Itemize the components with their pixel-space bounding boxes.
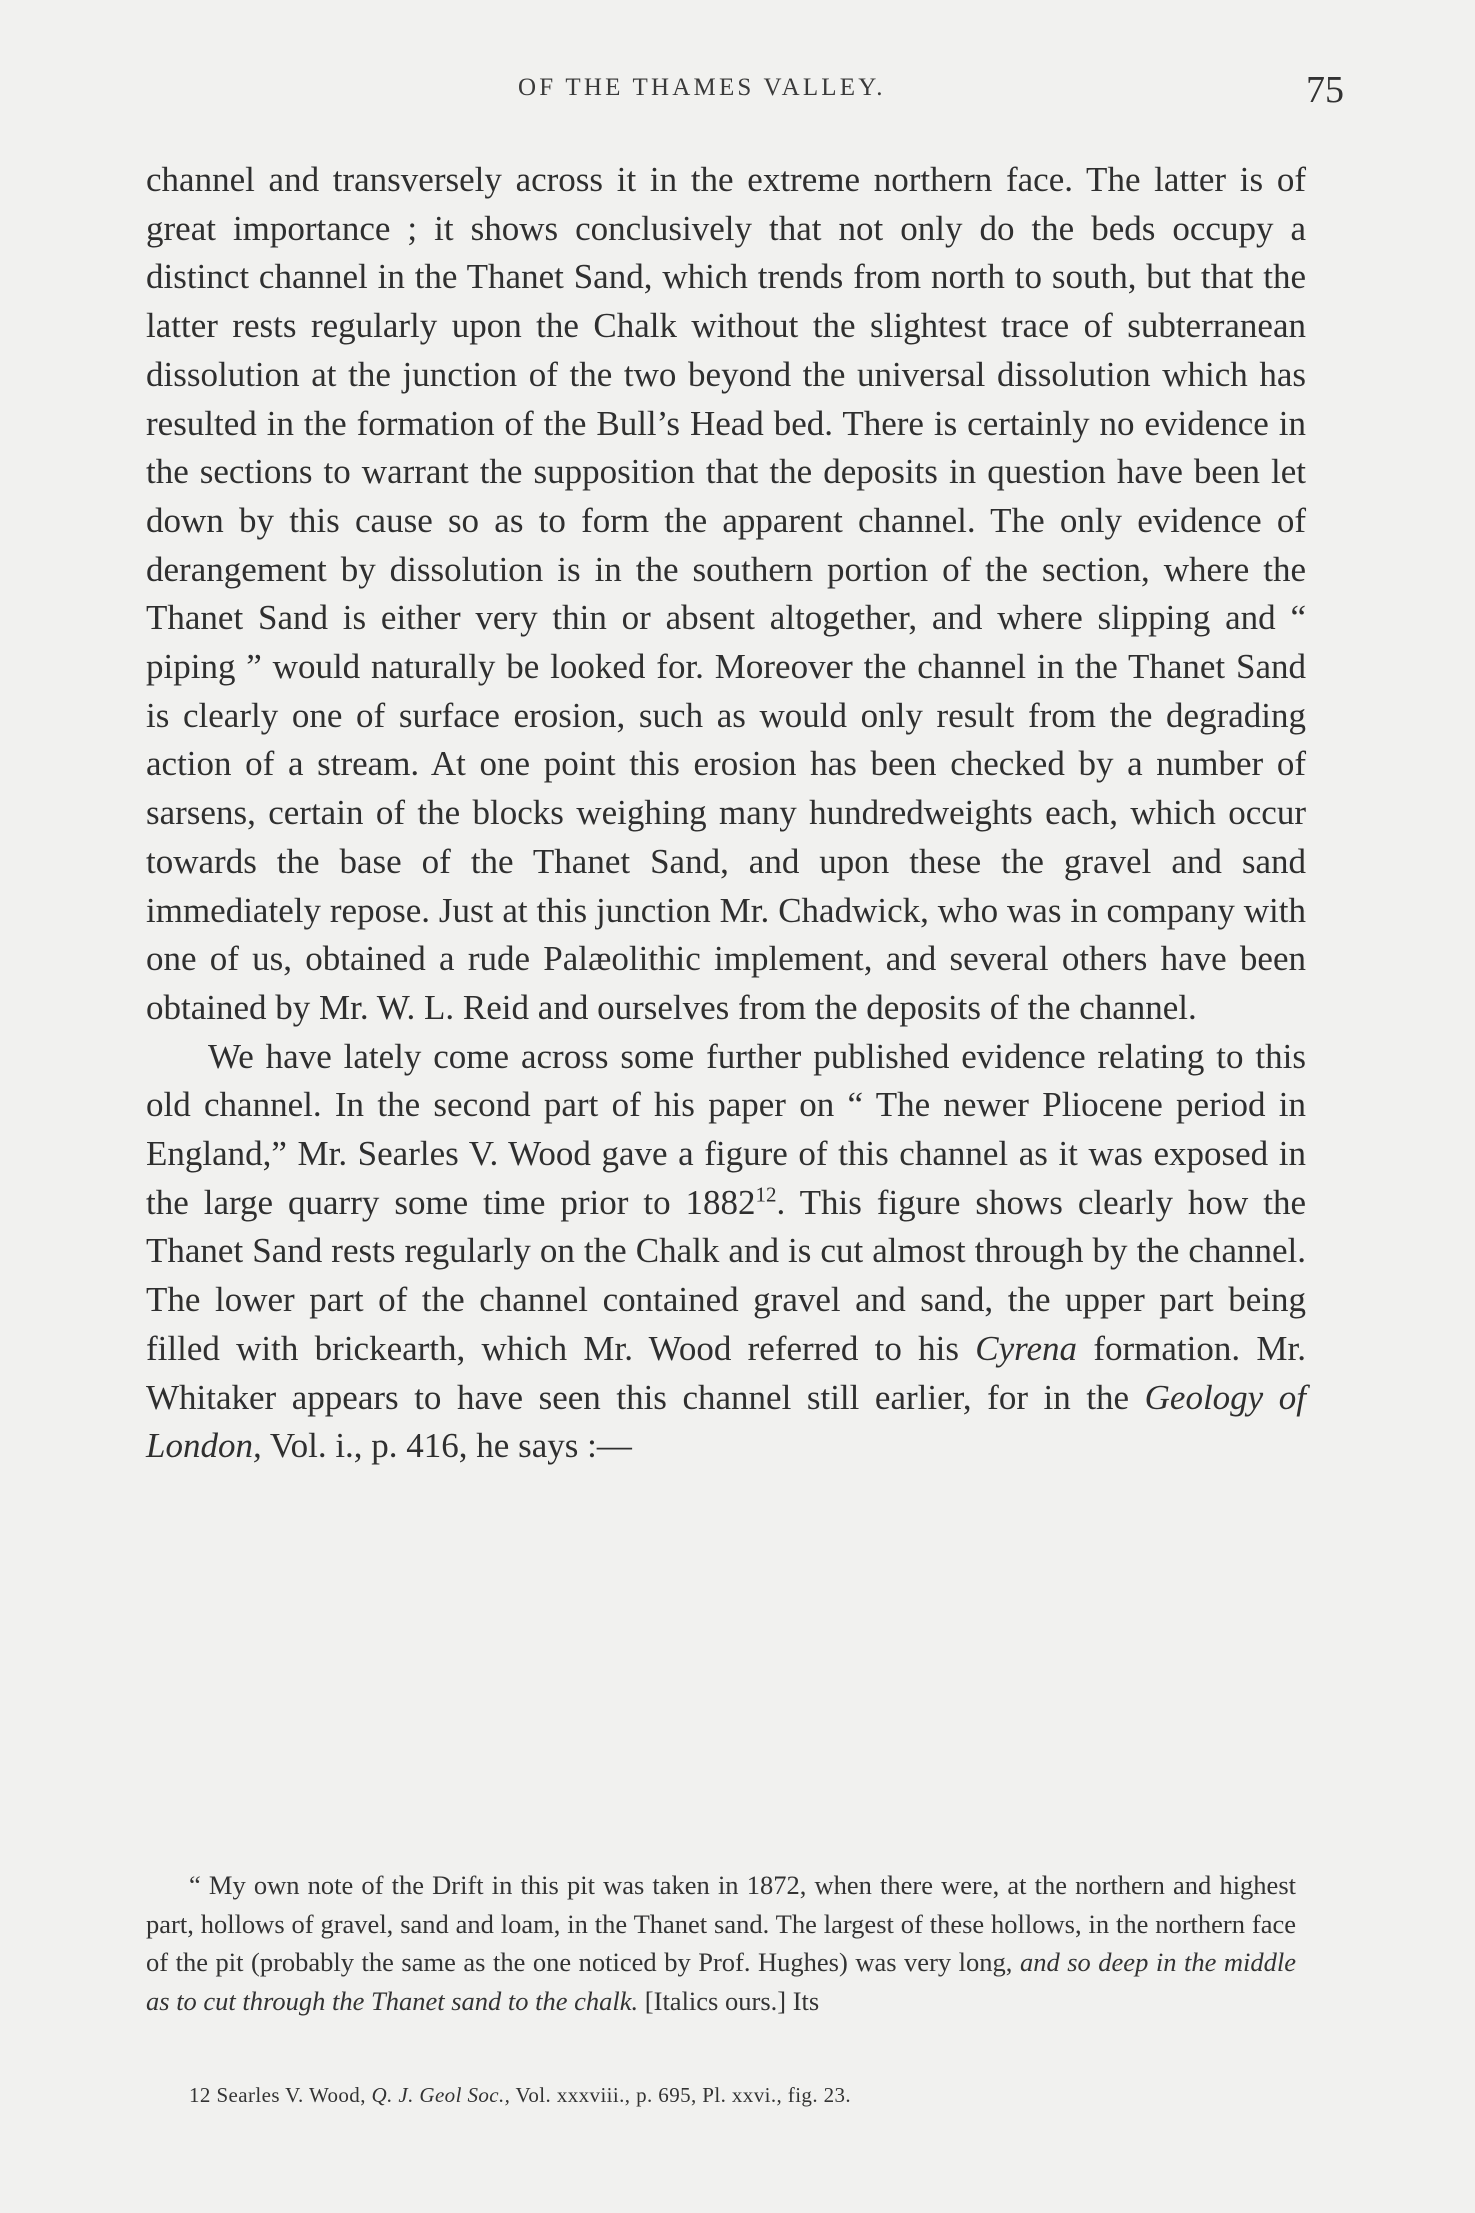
body-text xyxy=(146,156,1306,1471)
paragraph-2-part-2: . This figure shows clearly how the Thanet Sand rests regularly on the Chalk and is cut almost through by the channel. The lower part of the channel contained gravel and sand, the upper part being filled with brickearth, which Mr. Wood referred to his xyxy=(146,1182,1306,1368)
paragraph-2 xyxy=(146,1033,1306,1471)
quotation-part-2: [Italics ours.] Its xyxy=(638,1985,820,2016)
block-quotation xyxy=(146,1866,1296,2020)
running-head xyxy=(0,69,1475,114)
geology-of-london-italic: Geology of London, xyxy=(146,1377,1306,1466)
footnote-reference: 12 xyxy=(755,1182,777,1207)
paragraph-2-part-3: formation. Mr. Whitaker appears to have seen this channel still earlier, for in the xyxy=(146,1328,1306,1417)
footnote-part-1: Searles V. Wood, xyxy=(210,2083,372,2107)
footnote-part-2: Vol. xxxviii., p. 695, Pl. xxvi., fig. 23. xyxy=(510,2083,852,2107)
paragraph-2-part-1: We have lately come across some further published evidence relating to this old channel. In the second part of his paper on “ The newer Pliocene period in England,” Mr. Searles V. Wood gave a figure of this channel as it was exposed in the large quarry some time prior to 1882 xyxy=(146,1036,1306,1222)
cyrena-italic: Cyrena xyxy=(975,1328,1078,1368)
footnote-number: 12 xyxy=(189,2083,211,2107)
page-number: 75 xyxy=(1306,69,1344,111)
quotation-italic: and so deep in the middle as to cut through the Thanet sand to the chalk. xyxy=(146,1947,1296,2016)
footnote xyxy=(189,2083,851,2108)
running-title: OF THE THAMES VALLEY. xyxy=(518,74,886,101)
quotation-part-1: “ My own note of the Drift in this pit was taken in 1872, when there were, at the northern and highest part, hollows of gravel, sand and loam, in the Thanet sand. The largest of these hollows, in the northern face of the pit (probably the same as the one noticed by Prof. Hughes) was very long, xyxy=(146,1870,1296,1977)
footnote-journal: Q. J. Geol Soc., xyxy=(371,2083,511,2107)
paragraph-2-part-4: Vol. i., p. 416, he says :— xyxy=(261,1426,632,1466)
paragraph-1: channel and transversely across it in the extreme northern face. The latter is of great importance ; it shows conclusively that not only do the beds occupy a distinct channel in the Thanet Sand, which trends from north to south, but that the latter rests regularly upon the Chalk without the slightest trace of subterranean dissolution at the junction of the two beyond the universal dissolution which has resulted in the formation of the Bull’s Head bed. There is certainly no evidence in the sections to warrant the supposition that the deposits in question have been let down by this cause so as to form the apparent channel. The only evidence of derangement by dissolution is in the southern portion of the section, where the Thanet Sand is either very thin or absent altogether, and where slipping and “ piping ” would naturally be looked for. Moreover the channel in the Thanet Sand is clearly one of surface erosion, such as would only result from the degrading action of a stream. At one point this erosion has been checked by a number of sarsens, certain of the blocks weighing many hundredweights each, which occur towards the base of the Thanet Sand, and upon these the gravel and sand immediately repose. Just at this junction Mr. Chadwick, who was in company with one of us, obtained a rude Palæolithic implement, and several others have been obtained by Mr. W. L. Reid and ourselves from the deposits of the channel. xyxy=(146,160,1306,1027)
